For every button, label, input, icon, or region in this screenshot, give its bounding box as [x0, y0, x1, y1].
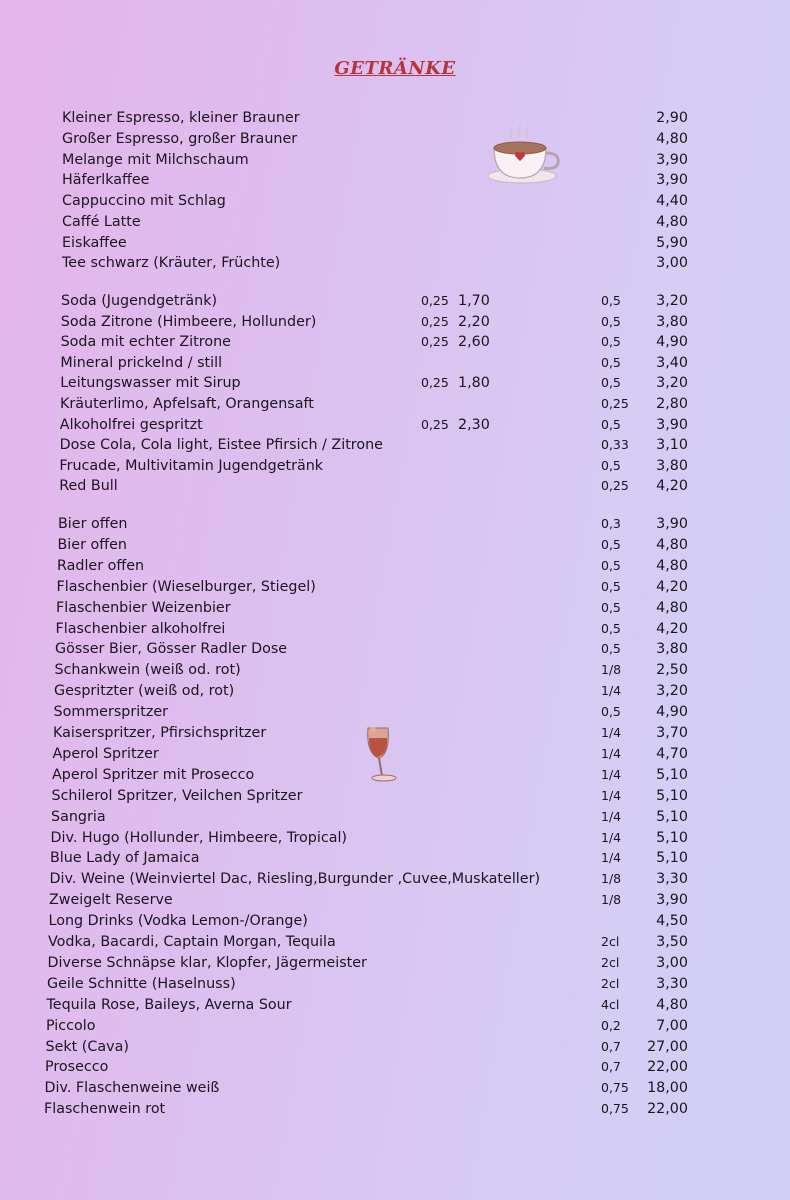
item-name: Prosecco [45, 1059, 109, 1076]
item-small-volume: 0,25 [421, 313, 449, 329]
menu-item [0, 807, 790, 827]
menu-item [0, 415, 790, 435]
menu-item [0, 514, 790, 534]
item-volume: 0,5 [601, 416, 621, 432]
item-name: Sekt (Cava) [45, 1038, 129, 1055]
item-volume: 0,3 [601, 516, 621, 531]
item-small-volume: 0,25 [421, 416, 449, 432]
menu-item [0, 848, 790, 868]
item-name: Div. Weine (Weinviertel Dac, Riesling,Burgunder ,Cuvee,Muskateller) [49, 871, 541, 888]
item-name: Melange mit Milchschaum [62, 151, 249, 168]
item-name: Geile Schnitte (Haselnuss) [47, 975, 236, 992]
item-price: 5,10 [656, 766, 688, 783]
item-small-volume: 0,25 [421, 334, 449, 350]
item-price: 3,70 [656, 725, 688, 741]
item-price: 4,70 [656, 745, 688, 762]
menu-item [0, 1099, 790, 1119]
item-price: 5,10 [656, 808, 688, 825]
item-name: Tequila Rose, Baileys, Averna Sour [46, 996, 292, 1013]
item-volume: 1/4 [601, 725, 622, 740]
item-small-price: 2,30 [458, 416, 490, 433]
item-price: 4,80 [656, 536, 688, 553]
item-price: 4,80 [656, 557, 688, 574]
item-name: Eiskaffee [62, 234, 127, 251]
item-name: Soda Zitrone (Himbeere, Hollunder) [60, 313, 317, 330]
item-name: Schankwein (weiß od. rot) [54, 662, 241, 679]
item-price: 4,90 [656, 704, 688, 721]
menu-item [0, 332, 790, 352]
menu-item [0, 394, 790, 414]
item-name: Kräuterlimo, Apfelsaft, Orangensaft [60, 396, 314, 412]
item-name: Div. Hugo (Hollunder, Himbeere, Tropical) [50, 829, 348, 846]
item-volume: 0,5 [601, 293, 621, 308]
item-name: Long Drinks (Vodka Lemon-/Orange) [48, 913, 308, 930]
item-volume: 0,5 [601, 599, 621, 615]
menu-item [0, 353, 790, 373]
menu-item [0, 869, 790, 889]
item-volume: 0,2 [601, 1017, 621, 1033]
item-price: 5,10 [656, 787, 688, 804]
item-name: Kleiner Espresso, kleiner Brauner [62, 110, 300, 126]
item-price: 2,90 [656, 110, 688, 126]
item-small-volume: 0,25 [421, 375, 449, 391]
item-volume: 1/4 [601, 683, 622, 699]
item-price: 3,10 [656, 437, 688, 454]
menu-item [0, 108, 790, 128]
item-name: Blue Lady of Jamaica [50, 850, 200, 867]
item-price: 3,30 [656, 975, 688, 992]
item-price: 3,50 [656, 934, 688, 950]
item-volume: 0,5 [601, 557, 621, 573]
item-price: 3,20 [656, 375, 688, 392]
item-volume: 0,5 [601, 313, 621, 329]
item-volume: 4cl [601, 996, 620, 1012]
item-volume: 1/4 [601, 850, 622, 866]
item-price: 3,30 [656, 871, 688, 888]
item-volume: 0,7 [601, 1038, 621, 1054]
item-price: 5,10 [656, 850, 688, 867]
item-price: 3,80 [656, 641, 688, 658]
item-name: Leitungswasser mit Sirup [60, 375, 241, 392]
item-name: Piccolo [46, 1017, 96, 1034]
menu-item [0, 476, 790, 496]
menu-item [0, 212, 790, 232]
item-price: 4,80 [656, 213, 688, 230]
menu-item [0, 953, 790, 973]
item-price: 4,20 [656, 578, 688, 595]
item-name: Frucade, Multivitamin Jugendgetränk [59, 457, 324, 474]
item-name: Radler offen [57, 557, 145, 574]
item-volume: 1/8 [601, 662, 622, 678]
menu-title: GETRÄNKE [334, 58, 456, 79]
item-name: Div. Flaschenweine weiß [44, 1080, 220, 1097]
item-name: Gespritzter (weiß od, rot) [54, 683, 235, 700]
item-name: Aperol Spritzer [52, 745, 159, 762]
item-price: 3,90 [656, 416, 688, 433]
item-volume: 1/4 [601, 745, 622, 761]
item-volume: 0,5 [601, 704, 621, 720]
item-name: Flaschenwein rot [44, 1101, 166, 1118]
item-price: 3,90 [656, 151, 688, 168]
item-volume: 0,25 [601, 478, 629, 494]
item-price: 4,50 [656, 913, 688, 930]
item-volume: 0,5 [601, 354, 621, 370]
menu-item [0, 129, 790, 149]
menu-item [0, 723, 790, 743]
menu-item [0, 1016, 790, 1036]
item-price: 3,40 [656, 354, 688, 371]
item-price: 4,90 [656, 334, 688, 351]
item-price: 7,00 [656, 1017, 688, 1034]
menu-item [0, 786, 790, 806]
menu-item [0, 681, 790, 701]
item-name: Flaschenbier (Wieselburger, Stiegel) [56, 578, 316, 595]
item-price: 4,20 [656, 620, 688, 637]
item-name: Diverse Schnäpse klar, Klopfer, Jägermeister [47, 954, 367, 971]
item-name: Dose Cola, Cola light, Eistee Pfirsich / Zitrone [59, 437, 383, 454]
menu-item [0, 911, 790, 931]
item-price: 27,00 [647, 1038, 688, 1055]
menu-item [0, 456, 790, 476]
menu-item [0, 932, 790, 952]
item-name: Gösser Bier, Gösser Radler Dose [55, 641, 288, 658]
menu-item [0, 253, 790, 273]
item-volume: 0,5 [601, 641, 621, 657]
item-name: Flaschenbier alkoholfrei [55, 620, 226, 637]
item-price: 22,00 [647, 1101, 688, 1118]
item-price: 3,90 [656, 892, 688, 909]
menu-item [0, 312, 790, 332]
item-name: Vodka, Bacardi, Captain Morgan, Tequila [48, 934, 336, 950]
item-name: Soda mit echter Zitrone [60, 334, 231, 351]
item-volume: 1/4 [601, 829, 622, 845]
menu-item [0, 1078, 790, 1098]
item-volume: 0,5 [601, 334, 621, 350]
item-volume: 0,25 [601, 396, 629, 411]
item-price: 22,00 [647, 1059, 688, 1076]
item-price: 5,10 [656, 829, 688, 846]
item-price: 3,80 [656, 313, 688, 330]
item-volume: 0,75 [601, 1101, 629, 1117]
item-name: Alkoholfrei gespritzt [59, 416, 203, 433]
item-price: 2,80 [656, 396, 688, 412]
menu-item [0, 291, 790, 311]
item-price: 3,20 [656, 683, 688, 700]
item-volume: 0,5 [601, 375, 621, 391]
menu-item [0, 660, 790, 680]
item-volume: 0,5 [601, 457, 621, 473]
menu-item [0, 828, 790, 848]
menu-item [0, 191, 790, 211]
menu-item [0, 702, 790, 722]
menu-item [0, 556, 790, 576]
menu-item [0, 765, 790, 785]
item-small-volume: 0,25 [421, 293, 449, 308]
item-volume: 0,5 [601, 578, 621, 594]
item-price: 4,20 [656, 478, 688, 495]
item-small-price: 1,70 [458, 293, 490, 309]
menu-item [0, 373, 790, 393]
item-price: 3,00 [656, 954, 688, 971]
menu-item [0, 150, 790, 170]
item-name: Soda (Jugendgetränk) [61, 293, 218, 309]
item-price: 2,50 [656, 662, 688, 679]
menu-item [0, 170, 790, 190]
item-name: Sommerspritzer [53, 704, 169, 721]
item-price: 3,80 [656, 457, 688, 474]
item-name: Bier offen [58, 516, 128, 532]
item-volume: 1/4 [601, 766, 622, 782]
item-price: 3,90 [656, 172, 688, 189]
item-name: Kaiserspritzer, Pfirsichspritzer [53, 725, 267, 741]
menu-item [0, 974, 790, 994]
item-volume: 1/4 [601, 808, 622, 824]
item-price: 3,20 [656, 293, 688, 309]
item-name: Aperol Spritzer mit Prosecco [52, 766, 255, 783]
menu-item [0, 890, 790, 910]
menu-item [0, 619, 790, 639]
item-volume: 0,33 [601, 437, 629, 453]
menu-item [0, 1037, 790, 1057]
item-volume: 2cl [601, 934, 620, 949]
menu-item [0, 435, 790, 455]
item-name: Tee schwarz (Kräuter, Früchte) [62, 255, 281, 272]
item-name: Mineral prickelnd / still [60, 354, 223, 371]
item-name: Cappuccino mit Schlag [62, 193, 226, 209]
item-name: Zweigelt Reserve [49, 892, 173, 909]
menu-item [0, 233, 790, 253]
item-small-price: 2,60 [458, 334, 490, 351]
item-price: 3,90 [656, 516, 688, 532]
item-price: 18,00 [647, 1080, 688, 1097]
item-volume: 1/4 [601, 787, 622, 803]
item-name: Flaschenbier Weizenbier [56, 599, 231, 616]
item-volume: 2cl [601, 975, 620, 991]
item-volume: 0,5 [601, 536, 621, 552]
item-price: 3,00 [656, 255, 688, 272]
item-name: Bier offen [57, 536, 127, 553]
menu-item [0, 744, 790, 764]
item-price: 5,90 [656, 234, 688, 251]
item-volume: 2cl [601, 954, 620, 970]
item-small-price: 1,80 [458, 375, 490, 392]
item-name: Sangria [51, 808, 106, 825]
item-volume: 0,5 [601, 620, 621, 636]
menu-item [0, 577, 790, 597]
menu-item [0, 598, 790, 618]
item-volume: 0,7 [601, 1059, 621, 1075]
item-volume: 1/8 [601, 871, 622, 887]
menu-item [0, 1057, 790, 1077]
item-name: Caffé Latte [62, 213, 141, 230]
item-name: Großer Espresso, großer Brauner [62, 130, 298, 147]
item-volume: 0,75 [601, 1080, 629, 1096]
item-name: Häferlkaffee [62, 172, 150, 189]
item-price: 4,80 [656, 996, 688, 1013]
item-price: 4,80 [656, 130, 688, 147]
menu-item [0, 639, 790, 659]
menu-item [0, 995, 790, 1015]
item-small-price: 2,20 [458, 313, 490, 330]
item-name: Red Bull [59, 478, 118, 495]
menu-item [0, 535, 790, 555]
item-price: 4,80 [656, 599, 688, 616]
item-name: Schilerol Spritzer, Veilchen Spritzer [51, 787, 303, 804]
item-volume: 1/8 [601, 892, 622, 908]
item-price: 4,40 [656, 193, 688, 209]
